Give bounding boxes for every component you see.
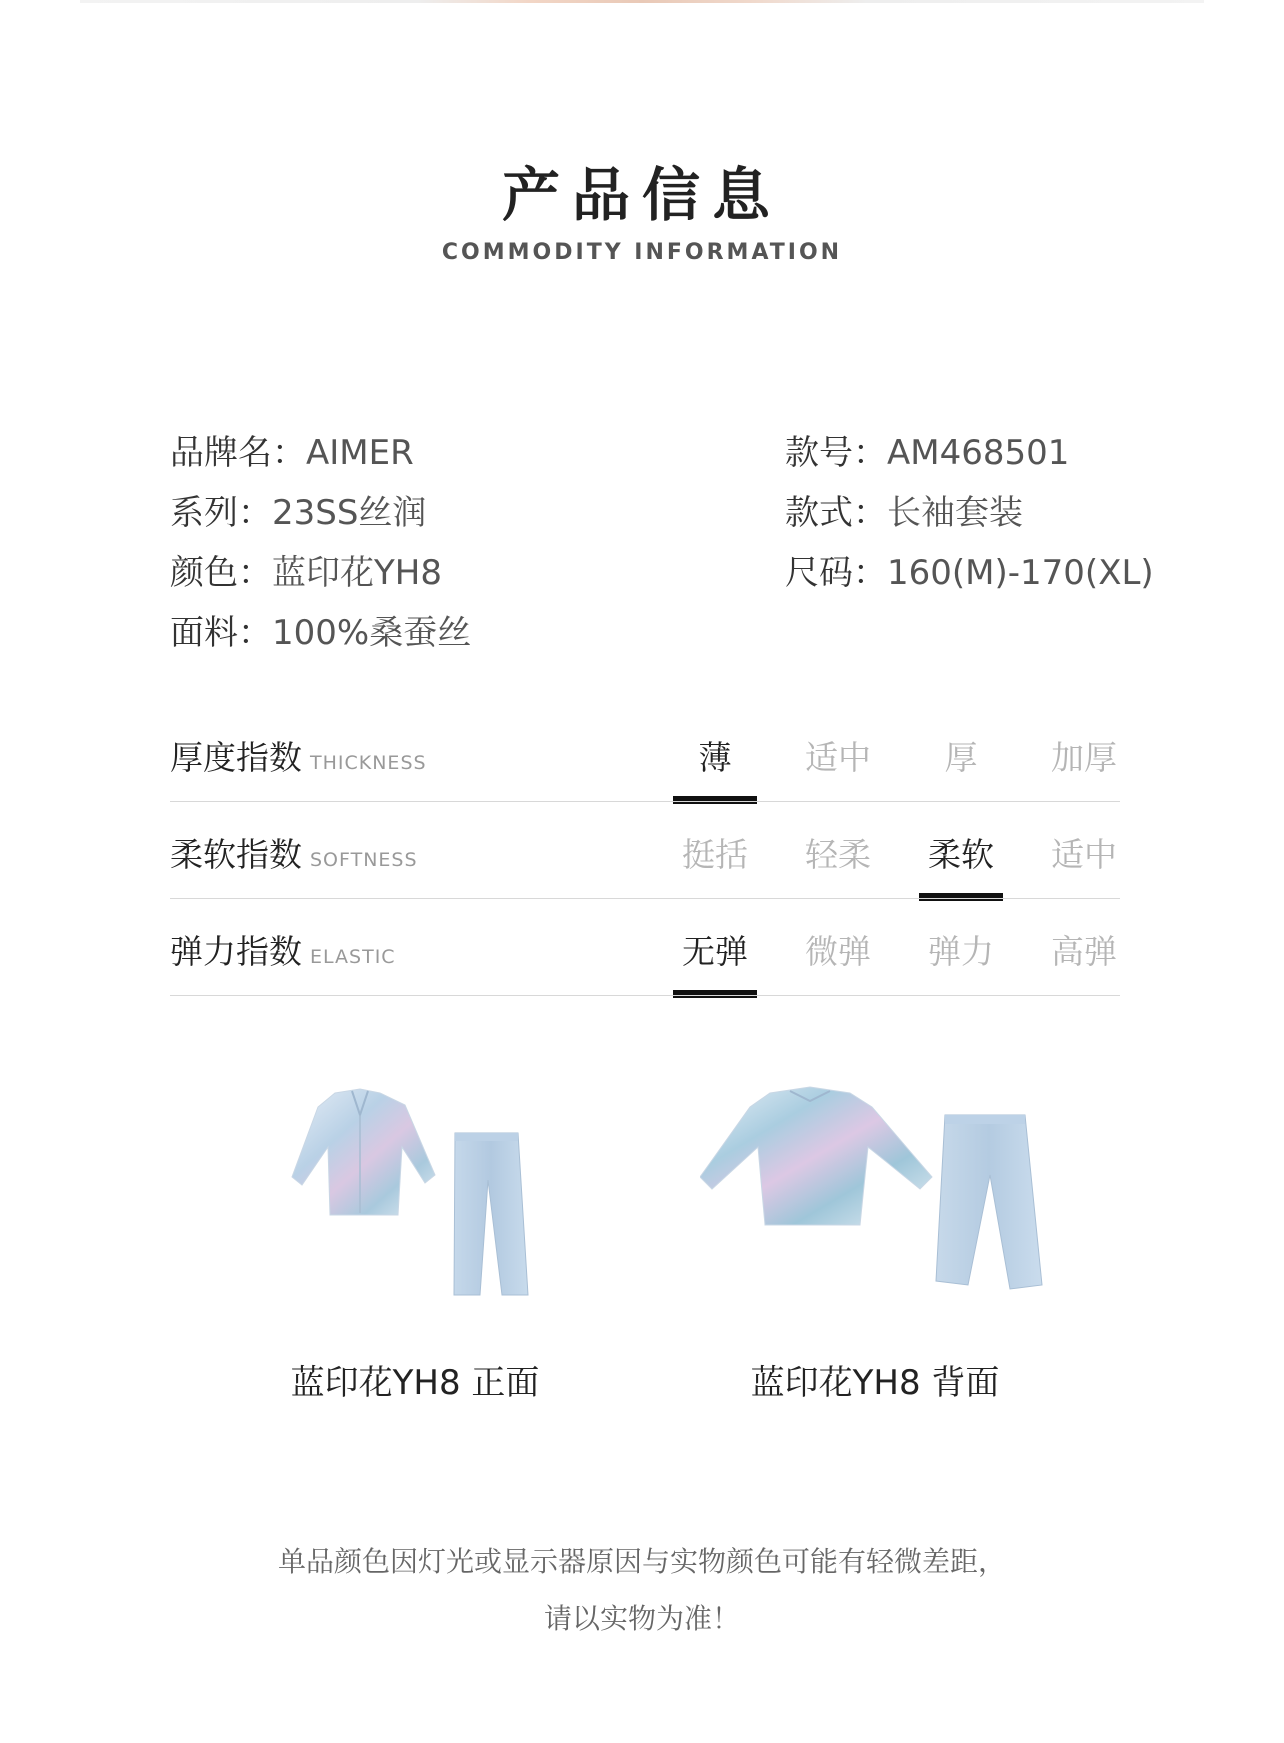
scale-elastic-name	[170, 926, 396, 973]
info-brand-value: AIMER	[306, 433, 414, 473]
info-style-number-label: 款号：	[785, 433, 887, 473]
info-color-label: 颜色：	[170, 553, 272, 593]
softness-option-crisp[interactable]	[655, 829, 775, 876]
color-disclaimer-line2: 请以实物为准！	[543, 1602, 740, 1635]
thickness-option-thin-label: 薄	[698, 738, 732, 777]
info-style-value: 长袖套装	[887, 493, 1023, 533]
softness-option-moderate[interactable]	[1024, 829, 1144, 876]
softness-option-light-soft[interactable]	[778, 829, 898, 876]
elastic-option-elastic[interactable]	[901, 926, 1021, 973]
scale-softness-title: 柔软指数	[170, 835, 302, 874]
info-series-value: 23SS丝润	[272, 493, 427, 533]
elastic-option-high[interactable]	[1024, 926, 1144, 973]
info-style-label: 款式：	[785, 493, 887, 533]
elastic-option-slight-label: 微弹	[805, 932, 871, 971]
scale-softness-name	[170, 829, 418, 876]
divider	[170, 801, 1120, 802]
elastic-option-slight[interactable]	[778, 926, 898, 973]
elastic-option-none[interactable]	[655, 926, 775, 973]
elastic-option-none-label: 无弹	[682, 932, 748, 971]
softness-option-crisp-label: 挺括	[682, 835, 748, 874]
info-fabric-value: 100%桑蚕丝	[272, 613, 472, 653]
info-fabric-label: 面料：	[170, 613, 272, 653]
scale-elastic	[170, 900, 1120, 996]
scale-softness	[170, 803, 1120, 899]
thickness-option-extra-thick-label: 加厚	[1051, 738, 1117, 777]
divider	[170, 898, 1120, 899]
scale-thickness-en: THICKNESS	[310, 752, 427, 774]
thickness-option-medium[interactable]	[778, 732, 898, 779]
softness-option-light-soft-label: 轻柔	[805, 835, 871, 874]
info-style	[785, 485, 1023, 534]
thickness-option-medium-label: 适中	[805, 738, 871, 777]
info-style-number-value: AM468501	[887, 433, 1070, 473]
product-image-back[interactable]	[700, 1085, 1050, 1305]
softness-option-soft[interactable]	[901, 829, 1021, 876]
softness-option-moderate-label: 适中	[1051, 835, 1117, 874]
scale-thickness	[170, 706, 1120, 802]
info-brand	[170, 425, 414, 474]
info-fabric	[170, 605, 471, 654]
info-series	[170, 485, 426, 534]
thickness-option-thick-label: 厚	[944, 738, 978, 777]
product-caption-back: 蓝印花YH8 背面	[750, 1363, 1000, 1403]
page-subtitle: COMMODITY INFORMATION	[441, 240, 843, 265]
color-disclaimer-line1: 单品颜色因灯光或显示器原因与实物颜色可能有轻微差距，	[277, 1545, 1006, 1578]
scale-elastic-title: 弹力指数	[170, 932, 302, 971]
scale-thickness-title: 厚度指数	[170, 738, 302, 777]
elastic-option-elastic-label: 弹力	[928, 932, 994, 971]
softness-option-soft-label: 柔软	[928, 835, 994, 874]
product-image-front[interactable]	[290, 1085, 540, 1305]
thickness-option-thin[interactable]	[655, 732, 775, 779]
scale-elastic-en: ELASTIC	[310, 946, 396, 968]
selected-indicator	[673, 990, 757, 998]
scale-thickness-name	[170, 732, 427, 779]
top-accent-line	[80, 0, 1204, 3]
info-color	[170, 545, 442, 594]
scale-softness-en: SOFTNESS	[310, 849, 418, 871]
page-title: 产品信息	[501, 161, 782, 229]
info-size-value: 160(M)-170(XL)	[887, 553, 1154, 593]
info-style-number	[785, 425, 1069, 474]
divider	[170, 995, 1120, 996]
info-color-value: 蓝印花YH8	[272, 553, 442, 593]
pajama-front-illustration	[290, 1085, 540, 1305]
product-caption-front: 蓝印花YH8 正面	[290, 1363, 540, 1403]
info-series-label: 系列：	[170, 493, 272, 533]
thickness-option-thick[interactable]	[901, 732, 1021, 779]
info-size-label: 尺码：	[785, 553, 887, 593]
thickness-option-extra-thick[interactable]	[1024, 732, 1144, 779]
info-brand-label: 品牌名：	[170, 433, 306, 473]
elastic-option-high-label: 高弹	[1051, 932, 1117, 971]
info-size	[785, 545, 1154, 594]
pajama-back-illustration	[700, 1085, 1050, 1305]
